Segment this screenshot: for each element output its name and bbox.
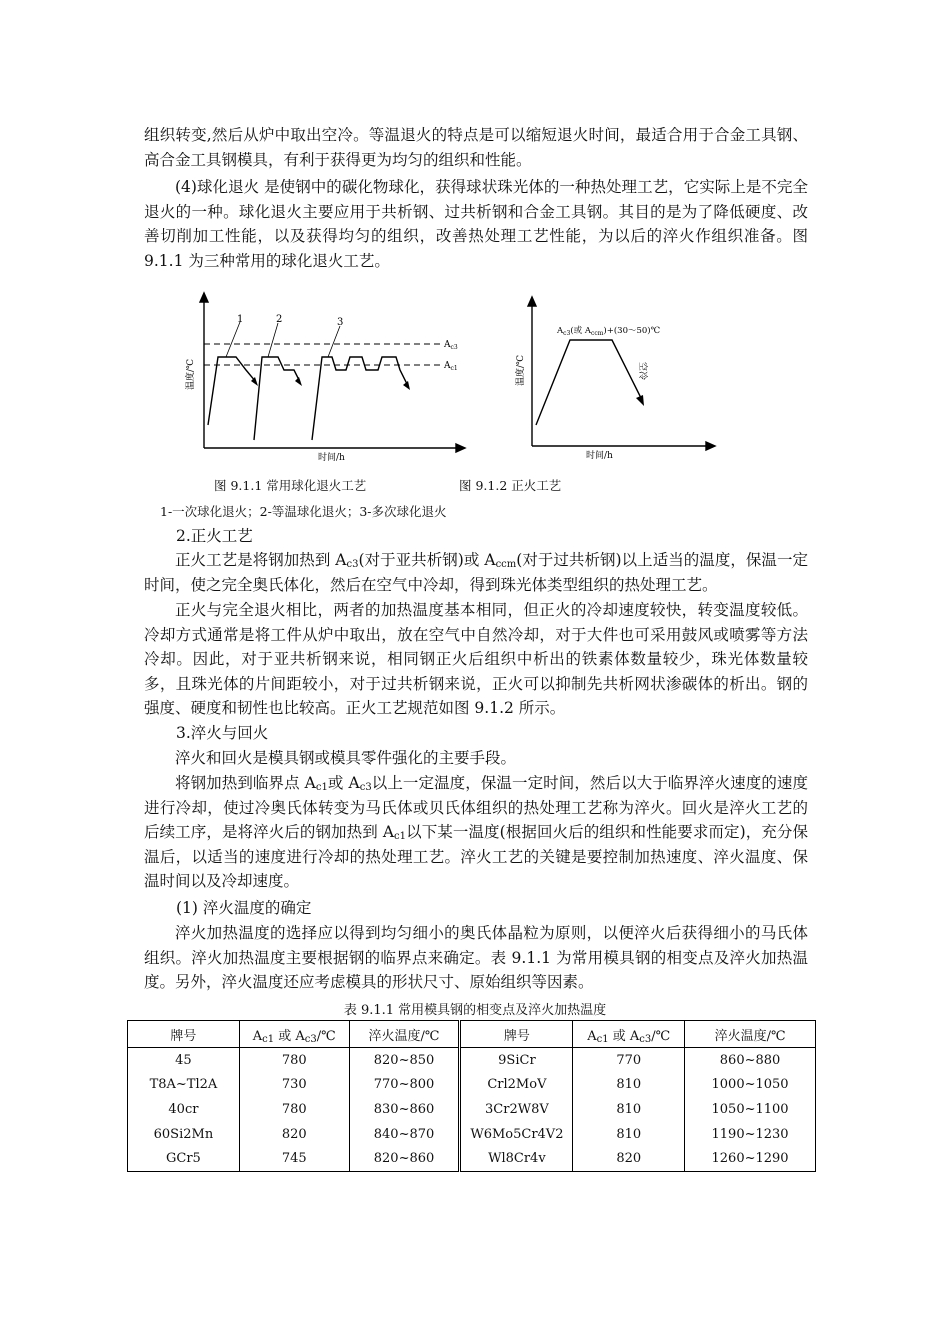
fig1-caption: 图 9.1.1 常用球化退火工艺: [214, 478, 367, 493]
fig1-curve-label-3: 3: [337, 317, 344, 328]
fig1-x-arrow: [456, 444, 465, 452]
fig2-y-label: 温度/℃: [516, 354, 526, 386]
table-cell: 820~850: [349, 1048, 460, 1073]
header-quench-2: 淬火温度/℃: [685, 1021, 816, 1048]
fig1-y-label: 温度/℃: [186, 358, 196, 390]
table-caption: 表 9.1.1 常用模具钢的相变点及淬火加热温度: [343, 1003, 607, 1018]
table-cell: 1260~1290: [711, 1151, 789, 1167]
fig2-y-arrow: [528, 297, 536, 306]
fig2-curve: [536, 340, 642, 425]
header-ac: $A_{c1}$ 或 $A_{c3}/℃$: [239, 1021, 349, 1048]
header-grade-2: 牌号: [460, 1021, 573, 1048]
fig1-y-arrow: [200, 293, 208, 302]
table-cell: Crl2MoV: [460, 1073, 573, 1098]
table-cell: 1190~1230: [711, 1126, 789, 1142]
table-cell: 810: [573, 1122, 685, 1147]
table-cell: 3Cr2W8V: [460, 1097, 573, 1122]
fig2-caption: 图 9.1.2 正火工艺: [459, 478, 562, 493]
table-cell: 810: [573, 1073, 685, 1098]
subsection-heading-quench-temperature: (1) 淬火温度的确定: [176, 899, 312, 917]
table-cell: 840~870: [349, 1122, 460, 1147]
paragraph-normalizing-comparison: 正火与完全退火相比，两者的加热温度基本相同，但正火的冷却速度较快，转变温度较低。冷却方式通常是将工件从炉中取出，放在空气中自然冷却，对于大件也可采用鼓风或喷雾等方法冷却。因此，对于亚共析钢来说，相同钢正火后组织中析出的铁素体数量较少，珠光体数量较多，且珠光体的片间距较小，对于过共析钢来说，正火可以抑制先共析网状渗碳体的析出。钢的强度、硬度和韧性也比较高。正火工艺规范如图 9.1.2 所示。: [144, 601, 808, 717]
table-row: [128, 1048, 816, 1073]
table-row: [128, 1146, 816, 1171]
table-cell: 810: [573, 1097, 685, 1122]
fig1-curve-2: [254, 357, 300, 440]
fig2-cool-label: 空冷: [637, 362, 647, 381]
fig1-x-label: 时间/h: [318, 453, 345, 463]
paragraph-isothermal-annealing: 组织转变,然后从炉中取出空冷。等温退火的特点是可以缩短退火时间，最适合用于合金工具钢、高合金工具钢模具，有利于获得更为均匀的组织和性能。: [144, 126, 808, 169]
header-quench: 淬火温度/℃: [349, 1021, 460, 1048]
paragraph-normalizing-definition: 正火工艺是将钢加热到 $A_{c3}$(对于亚共析钢)或 $A_{ccm}$(对于过共析钢)以上适当的温度，保温一定时间，使之完全奥氏体化，然后在空气中冷却，得到珠光体类型组织的热处理工艺。: [144, 551, 809, 594]
table-cell: 780: [239, 1097, 349, 1122]
fig1-legend: 1-一次球化退火；2-等温球化退火；3-多次球化退火: [160, 504, 447, 519]
table-cell: 820: [573, 1146, 685, 1171]
table-cell: 770~800: [349, 1073, 460, 1098]
table-cell: 780: [239, 1048, 349, 1073]
fig1-curve-3: [312, 357, 408, 440]
fig1-ac1-label: $A_{c1}$: [444, 361, 458, 372]
table-cell: W6Mo5Cr4V2: [460, 1122, 573, 1147]
table-cell: 745: [239, 1146, 349, 1171]
paragraph-quenching-intro: 淬火和回火是模具钢或模具零件强化的主要手段。: [175, 749, 517, 767]
table-cell: 860~880: [719, 1052, 781, 1068]
fig1-curve-label-1: 1: [237, 314, 244, 325]
fig1-curve-label-2: 2: [276, 314, 283, 325]
fig2-x-label: 时间/h: [586, 451, 613, 461]
fig2-temp-label: $A_{c3}$(或 $A_{ccm})+(30\sim 50)℃$: [557, 326, 661, 337]
table-cell: 820: [239, 1122, 349, 1147]
table-cell: 820~860: [349, 1146, 460, 1171]
table-cell: 730: [239, 1073, 349, 1098]
paragraph-spheroidizing: (4)球化退火 是使钢中的碳化物球化，获得球状珠光体的一种热处理工艺，它实际上是不完全退火的一种。球化退火主要应用于共析钢、过共析钢和合金工具钢。其目的是为了降低硬度、改善切削加工性能，以及获得均匀的组织，改善热处理工艺性能，为以后的淬火作组织准备。图 9.1.1 为三种常用的球化退火工艺。: [144, 178, 808, 270]
steel-transformation-table: [127, 1020, 816, 1172]
table-header-row: [128, 1021, 816, 1048]
table-cell: 40cr: [128, 1097, 240, 1122]
paragraph-quenching-definition: 将钢加热到临界点 $A_{c1}$或 $A_{c3}$以上一定温度，保温一定时间，然后以大于临界淬火速度的速度进行冷却，使过冷奥氏体转变为马氏体或贝氏体组织的热处理工艺称为淬火。回火是淬火工艺的后续工序，是将淬火后的钢加热到 $A_{c1}$以下某一温度(根据回火后的组织和性能要求而定)，充分保温后，以适当的速度进行冷却的热处理工艺。淬火工艺的关键是要控制加热速度、淬火温度、保温时间以及冷却速度。: [144, 774, 808, 890]
table-cell: T8A~Tl2A: [128, 1073, 240, 1098]
table-cell: 45: [128, 1048, 240, 1073]
table-cell: 770: [573, 1048, 685, 1073]
figure-normalizing: [516, 290, 720, 461]
paragraph-quench-temperature: 淬火加热温度的选择应以得到均匀细小的奥氏体晶粒为原则，以便淬火后获得细小的马氏体组织。淬火加热温度主要根据钢的临界点来确定。表 9.1.1 为常用模具钢的相变点及淬火加热温度。另外，淬火温度还应考虑模具的形状尺寸、原始组织等因素。: [144, 924, 808, 991]
fig1-curve-1: [208, 357, 256, 425]
table-cell: Wl8Cr4v: [460, 1146, 573, 1171]
table-cell: 830~860: [349, 1097, 460, 1122]
table-row: [128, 1122, 816, 1147]
table-cell: 60Si2Mn: [128, 1122, 240, 1147]
fig1-ac3-label: $A_{c3}$: [444, 340, 458, 351]
table-row: [128, 1097, 816, 1122]
section-heading-normalizing: 2.正火工艺: [176, 527, 253, 545]
table-cell: 1000~1050: [711, 1077, 789, 1093]
figure-spheroidizing-annealing: [180, 290, 470, 463]
header-grade: 牌号: [128, 1021, 240, 1048]
table-row: [128, 1073, 816, 1098]
fig2-x-arrow: [706, 442, 715, 450]
table-cell: GCr5: [128, 1146, 240, 1171]
table-cell: 1050~1100: [711, 1101, 789, 1117]
header-ac-2: $A_{c1}$ 或 $A_{c3}/℃$: [573, 1021, 685, 1048]
section-heading-quenching: 3.淬火与回火: [176, 724, 269, 742]
table-cell: 9SiCr: [460, 1048, 573, 1073]
